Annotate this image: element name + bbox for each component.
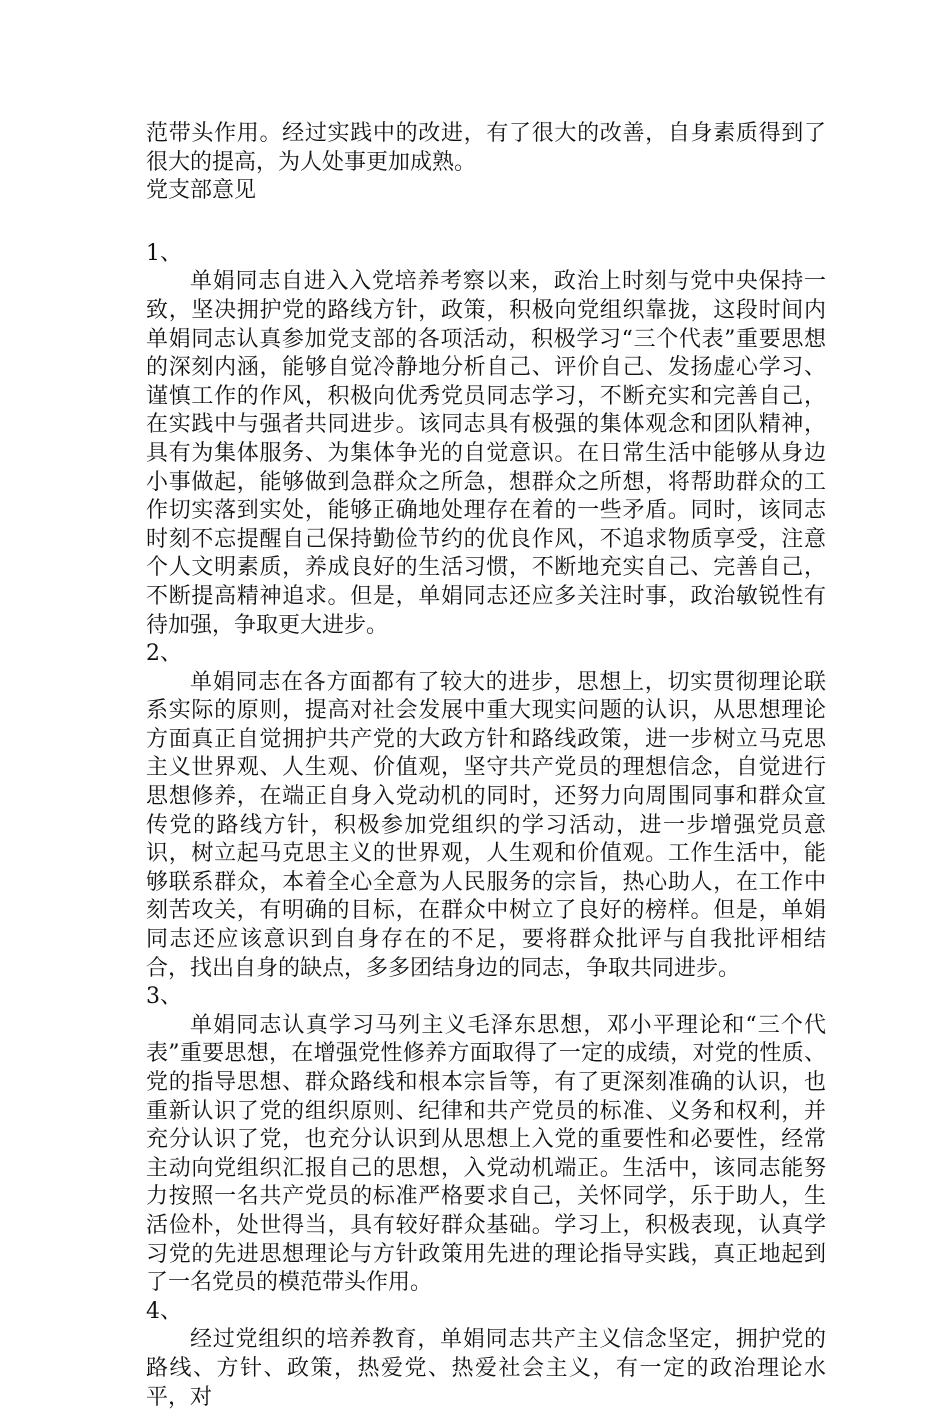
- document-page: [146, 120, 826, 1412]
- item-text-1: 单娟同志自进入入党培养考察以来，政治上时刻与党中央保持一致，坚决拥护党的路线方针，政策，积极向党组织靠拢，这段时间内单娟同志认真参加党支部的各项活动，积极学习“三个代表”重要思想的深刻内涵，能够自觉冷静地分析自己、评价自己、发扬虚心学习、谨慎工作的作风，积极向优秀党员同志学习，不断充实和完善自己，在实践中与强者共同进步。该同志具有极强的集体观念和团队精神，具有为集体服务、为集体争光的自觉意识。在日常生活中能够从身边小事做起，能够做到急群众之所急，想群众之所想，将帮助群众的工作切实落到实处，能够正确地处理存在着的一些矛盾。同时，该同志时刻不忘提醒自己保持勤俭节约的优良作风，不追求物质享受，注意个人文明素质，养成良好的生活习惯，不断地充实自己、完善自己，不断提高精神追求。但是，单娟同志还应多关注时事，政治敏锐性有待加强，争取更大进步。: [146, 269, 826, 638]
- item-text-3: 单娟同志认真学习马列主义毛泽东思想，邓小平理论和“三个代表”重要思想，在增强党性修养方面取得了一定的成绩，对党的性质、党的指导思想、群众路线和根本宗旨等，有了更深刻准确的认识，也重新认识了党的组织原则、纪律和共产党员的标准、义务和权利，并充分认识了党，也充分认识到从思想上入党的重要性和必要性，经常主动向党组织汇报自己的思想，入党动机端正。生活中，该同志能努力按照一名共产党员的标准严格要求自己，关怀同学，乐于助人，生活俭朴，处世得当，具有较好群众基础。学习上，积极表现，认真学习党的先进思想理论与方针政策用先进的理论指导实践，真正地起到了一名党员的模范带头作用。: [146, 1012, 826, 1296]
- item-number-3: 3、: [146, 984, 182, 1010]
- intro-paragraph: 范带头作用。经过实践中的改进，有了很大的改善，自身素质得到了很大的提高，为人处事更加成熟。: [146, 121, 826, 175]
- section-heading: 党支部意见: [146, 178, 257, 204]
- section-spacer: [146, 206, 826, 240]
- item-number-4: 4、: [146, 1298, 182, 1324]
- item-text-4: 经过党组织的培养教育，单娟同志共产主义信念坚定，拥护党的路线、方针、政策，热爱党、热爱社会主义，有一定的政治理论水平，对: [146, 1327, 826, 1410]
- item-text-2: 单娟同志在各方面都有了较大的进步，思想上，切实贯彻理论联系实际的原则，提高对社会发展中重大现实问题的认识，从思想理论方面真正自觉拥护共产党的大政方针和路线政策，进一步树立马克思主义世界观、人生观、价值观，坚守共产党员的理想信念，自觉进行思想修养，在端正自身入党动机的同时，还努力向周围同事和群众宣传党的路线方针，积极参加党组织的学习活动，进一步增强党员意识，树立起马克思主义的世界观，人生观和价值观。工作生活中，能够联系群众，本着全心全意为人民服务的宗旨，热心助人，在工作中刻苦攻关，有明确的目标，在群众中树立了良好的榜样。但是，单娟同志还应该意识到自身存在的不足，要将群众批评与自我批评相结合，找出自身的缺点，多多团结身边的同志，争取共同进步。: [146, 669, 826, 981]
- item-number-1: 1、: [146, 240, 182, 266]
- item-number-2: 2、: [146, 641, 182, 667]
